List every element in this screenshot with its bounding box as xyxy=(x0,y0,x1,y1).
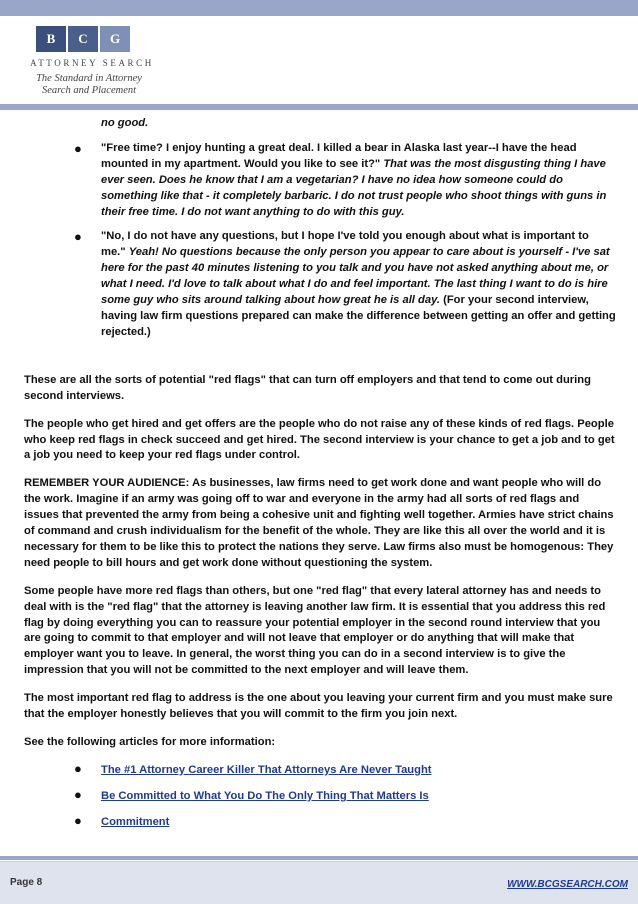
article-link-career-killer[interactable]: The #1 Attorney Career Killer That Attorneys Are Never Taught xyxy=(101,763,432,776)
paragraph: Some people have more red flags than others, but one "red flag" that every lateral attorney has and needs to deal with is the "red flag" that the attorney is leaving another law firm. It is essential that you address this red flag by doing everything you can to reassure your potential employer in the second round interview that you are going to commit to that employer and will not leave that employer or do anything that will make that employer want you to leave. In general, the worst thing you can do in a second interview is to give the impression that you will not be committed to the next employer and will leave them. xyxy=(24,584,606,677)
bullet-icon: ● xyxy=(74,140,82,156)
paragraph: The people who get hired and get offers are the people who do not raise any of these kinds of red flags. People who keep red flags in check succeed and get hired. The second interview is your chance to get a job and to get a job you need to keep your red flags under control. xyxy=(24,417,615,462)
tagline xyxy=(14,73,164,97)
bullet-item xyxy=(24,229,616,340)
link-item xyxy=(24,760,616,789)
bullet-quote: "No, I do not have any questions, but I hope I've told you enough about what is important to me." xyxy=(101,230,589,259)
website-link[interactable]: WWW.BCGSEARCH.COM xyxy=(507,879,628,890)
paragraph: REMEMBER YOUR AUDIENCE: As businesses, law firms need to get work done and want people who will do the work. Imagine if an army was going off to war and everyone in the army had all sorts of red flags and issues that prevented the army from being a cohesive unit and fighting well together. Armies have strict chains of command and crush individualism for the benefit of the whole. They are like this all over the world and it is necessary for them to be like this to protect the nations they serve. Law firms also must be homogenous: They need people to bill hours and get work done without questioning the system. xyxy=(24,477,614,569)
footer-divider xyxy=(0,856,638,860)
article-link-commitment[interactable]: Commitment xyxy=(101,815,170,828)
bullet-icon: ● xyxy=(74,229,82,245)
logo-subtitle: ATTORNEY SEARCH xyxy=(30,58,154,68)
bullet-reaction: That was the most disgusting thing I have ever seen. Does he know that I am a vegetarian? I have no idea how someone could do something like that - it completely barbaric. I do not trust people who shoot things with guns in their free time. I do not want anything to do with this guy. xyxy=(101,157,607,218)
header-divider xyxy=(0,104,638,110)
bullet-icon: ● xyxy=(74,812,82,828)
article-links xyxy=(24,760,616,841)
top-band xyxy=(0,0,638,16)
link-item xyxy=(24,812,616,841)
logo-letter-g: G xyxy=(100,26,130,52)
tagline-line-1: The Standard in Attorney xyxy=(36,73,142,84)
bullet-icon: ● xyxy=(74,760,82,776)
bullet-reaction: Yeah! No questions because the only person you appear to care about is yourself - I've sat here for the past 40 minutes listening to you talk and you have not asked anything about me, or what I need. I'd love to talk about what I do and feel important. The last thing I want to do is hire some guy who sits around talking about how great he is all day. xyxy=(101,246,610,307)
logo-letter-c: C xyxy=(68,26,98,52)
article-link-be-committed[interactable]: Be Committed to What You Do The Only Thing That Matters Is xyxy=(101,789,429,802)
bullet-continuation: no good. xyxy=(101,117,149,129)
logo-letter-b: B xyxy=(36,26,66,52)
tagline-line-2: Search and Placement xyxy=(41,85,137,96)
paragraph: These are all the sorts of potential "red flags" that can turn off employers and that tend to come out during second interviews. xyxy=(24,373,591,402)
bcg-logo xyxy=(36,26,136,52)
bullet-note: (For your second interview, having law firm questions prepared can make the difference between getting an offer and getting rejected.) xyxy=(101,294,616,338)
page-body xyxy=(24,116,616,841)
paragraph: See the following articles for more information: xyxy=(24,736,276,748)
paragraph: The most important red flag to address is the one about you leaving your current firm and you must make sure that the employer honestly believes that you will commit to the firm you join next. xyxy=(24,692,613,721)
link-item xyxy=(24,786,616,815)
bullet-item xyxy=(24,141,616,221)
page-number: Page 8 xyxy=(10,877,43,888)
bullet-quote: "Free time? I enjoy hunting a great deal. I killed a bear in Alaska last year--I have the head mounted in my apartment. Would you like to see it?" xyxy=(101,141,577,170)
bullet-icon: ● xyxy=(74,786,82,802)
